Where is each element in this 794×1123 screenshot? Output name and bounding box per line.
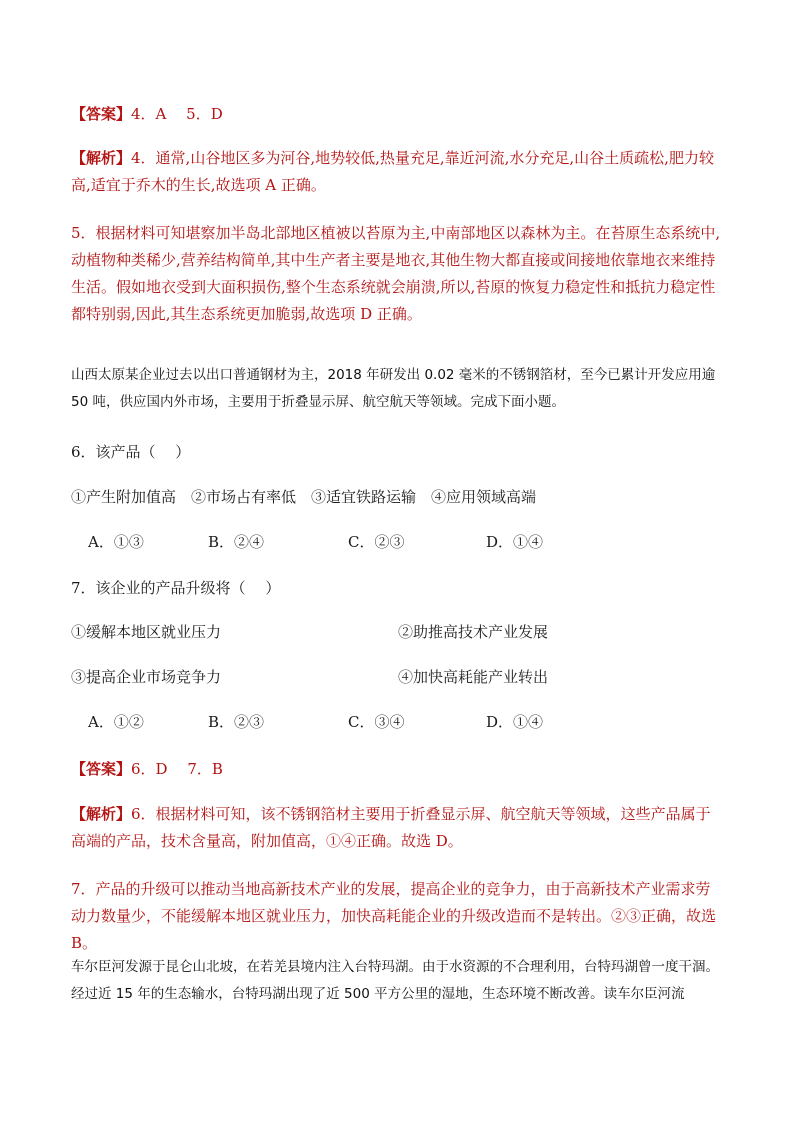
statement-4: ④加快高耗能产业转出 (398, 668, 549, 686)
option-b[interactable]: B．②④ (208, 533, 265, 551)
question-6-options (88, 531, 708, 553)
material-passage-1 (71, 362, 723, 416)
material-2-text: 车尔臣河发源于昆仑山北坡，在若羌县境内注入台特玛湖。由于水资源的不合理利用，台特玛湖曾一度干涸。经过近 15 年的生态输水，台特玛湖出现了近 500 平方公里的湿地，生态环境不断改善。读车尔臣河流 (71, 959, 719, 1002)
statement-2: ②助推高技术产业发展 (398, 623, 549, 641)
option-d[interactable]: D．①④ (486, 533, 544, 551)
analysis-5-text: 5．根据材料可知堪察加半岛北部地区植被以苔原为主,中南部地区以森林为主。在苔原生态系统中,动植物种类稀少,营养结构简单,其中生产者主要是地衣,其他生物大都直接或间接地依靠地衣来维持生活。假如地衣受到大面积损伤,整个生态系统就会崩溃,所以,苔原的恢复力稳定性和抵抗力稳定性都特别弱,因此,其生态系统更加脆弱,故选项 D 正确。 (71, 224, 721, 323)
answer-text: 4．A 5．D (131, 105, 223, 123)
analysis-text: 4．通常,山谷地区多为河谷,地势较低,热量充足,靠近河流,水分充足,山谷土质疏松,肥力较高,适宜于乔木的生长,故选项 A 正确。 (71, 149, 714, 194)
question-7-statements-row1 (71, 621, 723, 643)
analysis-5 (71, 220, 723, 328)
analysis-label: 【解析】 (71, 149, 132, 167)
answer-4-5 (71, 101, 723, 128)
analysis-4 (71, 145, 723, 199)
option-a[interactable]: A．①② (88, 713, 144, 731)
statement-1: ①缓解本地区就业压力 (71, 623, 222, 641)
question-7-options (88, 711, 708, 733)
material-passage-2 (71, 954, 723, 1008)
option-c[interactable]: C．③④ (348, 713, 405, 731)
analysis-label: 【解析】 (71, 805, 132, 823)
option-a[interactable]: A．①③ (88, 533, 144, 551)
answer-label: 【答案】 (71, 105, 132, 123)
option-c[interactable]: C．②③ (348, 533, 405, 551)
answer-text: 6．D 7．B (131, 760, 223, 778)
question-6-statements: ①产生附加值高 ②市场占有率低 ③适宜铁路运输 ④应用领域高端 (71, 488, 537, 506)
analysis-7-text: 7．产品的升级可以推动当地高新技术产业的发展，提高企业的竞争力，由于高新技术产业需求劳动力数量少，不能缓解本地区就业压力，加快高耗能企业的升级改造而不是转出。②③正确，故选 B。 (71, 880, 717, 952)
analysis-6 (71, 801, 723, 855)
question-7-stem: 7．该企业的产品升级将（ ） (71, 579, 281, 597)
answer-label: 【答案】 (71, 760, 132, 778)
question-6-stem: 6．该产品（ ） (71, 443, 191, 461)
option-b[interactable]: B．②③ (208, 713, 265, 731)
analysis-7 (71, 876, 723, 957)
answer-6-7 (71, 756, 723, 783)
question-7-statements-row2 (71, 666, 723, 688)
option-d[interactable]: D．①④ (486, 713, 544, 731)
analysis-text: 6．根据材料可知，该不锈钢箔材主要用于折叠显示屏、航空航天等领域，这些产品属于高端的产品，技术含量高，附加值高，①④正确。故选 D。 (71, 805, 711, 850)
statement-3: ③提高企业市场竞争力 (71, 668, 222, 686)
material-1-text: 山西太原某企业过去以出口普通钢材为主，2018 年研发出 0.02 毫米的不锈钢箔材，至今已累计开发应用逾 50 吨，供应国内外市场，主要用于折叠显示屏、航空航天等领域。完成下面小题。 (71, 367, 716, 410)
